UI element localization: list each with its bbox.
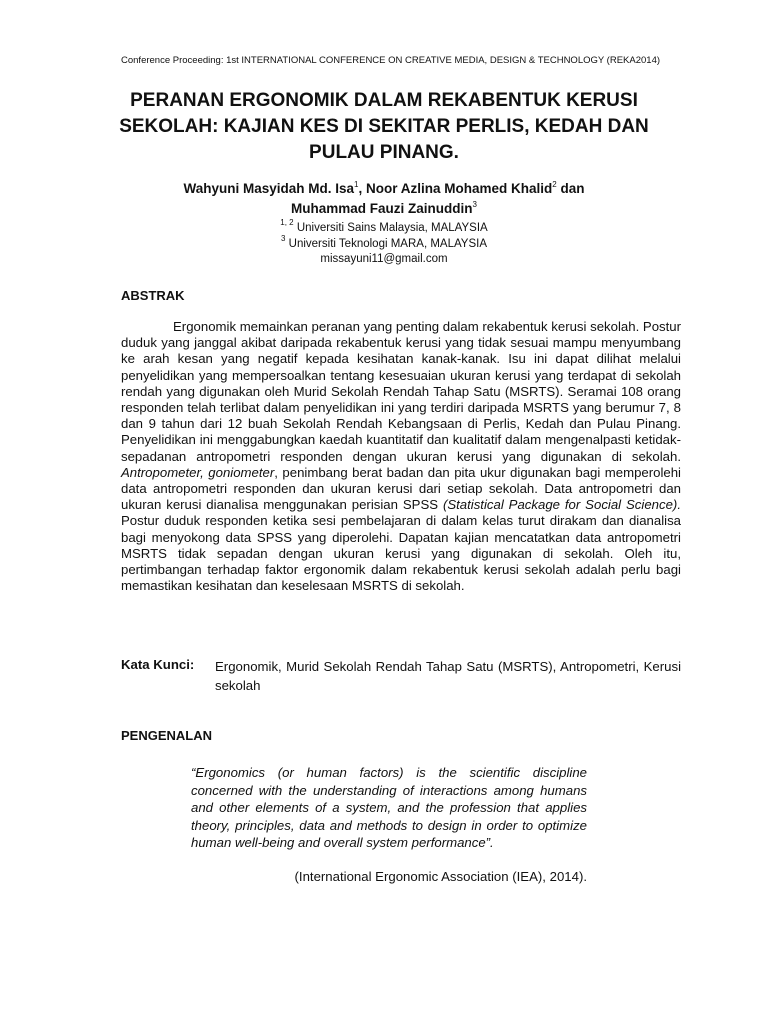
abstract-text-3: Postur duduk responden ketika sesi pembelajaran di dalam kelas turut dirakam dan dianalisa bagi menyokong data SPSS yang diperolehi. Dapatan kajian mencatatkan data antropometri MSRTS tidak sepadan dengan ukuran kerusi yang digunakan di sekolah. Oleh itu, pertimbangan terhadap faktor ergonomik dalam rekabentuk kerusi sekolah adalah perlu bagi memastikan kesihatan dan keselesaan MSRTS di sekolah. bbox=[121, 513, 681, 594]
intro-heading: PENGENALAN bbox=[121, 728, 213, 743]
author-3-marker: 3 bbox=[472, 200, 477, 209]
author-1: Wahyuni Masyidah Md. Isa bbox=[183, 181, 355, 196]
author-2: Noor Azlina Mohamed Khalid bbox=[366, 181, 553, 196]
author-conjunction: dan bbox=[556, 181, 585, 196]
affiliation-1-text: Universiti Sains Malaysia, MALAYSIA bbox=[296, 222, 488, 234]
keywords-text: Ergonomik, Murid Sekolah Rendah Tahap Satu (MSRTS), Antropometri, Kerusi sekolah bbox=[215, 659, 681, 693]
author-1-marker: 1 bbox=[354, 180, 359, 189]
conference-header: Conference Proceeding: 1st INTERNATIONAL CONFERENCE ON CREATIVE MEDIA, DESIGN & TECHNOLOGY (REKA2014) bbox=[121, 55, 661, 66]
affiliation-2-text: Universiti Teknologi MARA, MALAYSIA bbox=[288, 238, 487, 250]
affiliation-1 bbox=[120, 218, 648, 235]
author-3: Muhammad Fauzi Zainuddin bbox=[291, 201, 473, 216]
author-email: missayuni11@gmail.com bbox=[320, 253, 448, 265]
author-list bbox=[120, 179, 648, 219]
author-separator: , bbox=[358, 181, 366, 196]
block-quote: “Ergonomics (or human factors) is the scientific discipline concerned with the understanding of interactions among humans and other elements of a system, and the profession that applies theory, principles, data and methods to design in order to optimize human well-being and overall system performance”. bbox=[191, 765, 587, 851]
abstract-heading: ABSTRAK bbox=[121, 288, 185, 303]
abstract-italic-1: Antropometer, goniometer bbox=[121, 464, 275, 480]
quote-citation: (International Ergonomic Association (IEA), 2014). bbox=[294, 869, 587, 884]
abstract-text-2: , penimbang berat badan dan pita ukur digunakan bagi memperolehi data antropometri responden dan ukuran kerusi dari setiap sekolah. Data antropometri dan ukuran kerusi dianalisa menggunakan perisian SPSS bbox=[121, 464, 681, 513]
abstract-italic-2: (Statistical Package for Social Science). bbox=[442, 497, 681, 513]
abstract-body bbox=[121, 319, 681, 594]
author-2-marker: 2 bbox=[552, 180, 557, 189]
affiliation-2-marker: 3 bbox=[281, 234, 286, 243]
paper-title: PERANAN ERGONOMIK DALAM REKABENTUK KERUSI SEKOLAH: KAJIAN KES DI SEKITAR PERLIS, KEDAH DAN PULAU PINANG. bbox=[119, 90, 649, 163]
affiliation-1-marker: 1, 2 bbox=[280, 218, 294, 227]
keywords-label: Kata Kunci: bbox=[121, 657, 195, 672]
affiliation-2 bbox=[120, 234, 648, 251]
abstract-text-1: Ergonomik memainkan peranan yang penting dalam rekabentuk kerusi sekolah. Postur duduk yang janggal akibat daripada rekabentuk kerusi yang tidak sesuai mampu menyumbang ke arah kesan yang negatif kepada kesihatan kanak-kanak. Isu ini dapat dilihat melalui penyelidikan yang mempersoalkan tentang kesesuaian ukuran kerusi yang terdapat di sekolah rendah yang digunakan oleh Murid Sekolah Rendah Tahap Satu (MSRTS). Seramai 108 orang responden telah terlibat dalam penyelidikan ini yang terdiri daripada MSRTS yang berumur 7, 8 dan 9 tahun dari 12 buah Sekolah Rendah Kebangsaan di Perlis, Kedah dan Pulau Pinang. Penyelidikan ini menggabungkan kaedah kuantitatif dan kualitatif dalam mengenalpasti ketidak-sepadanan antropometri responden dengan ukuran kerusi yang digunakan di sekolah. bbox=[121, 319, 682, 464]
